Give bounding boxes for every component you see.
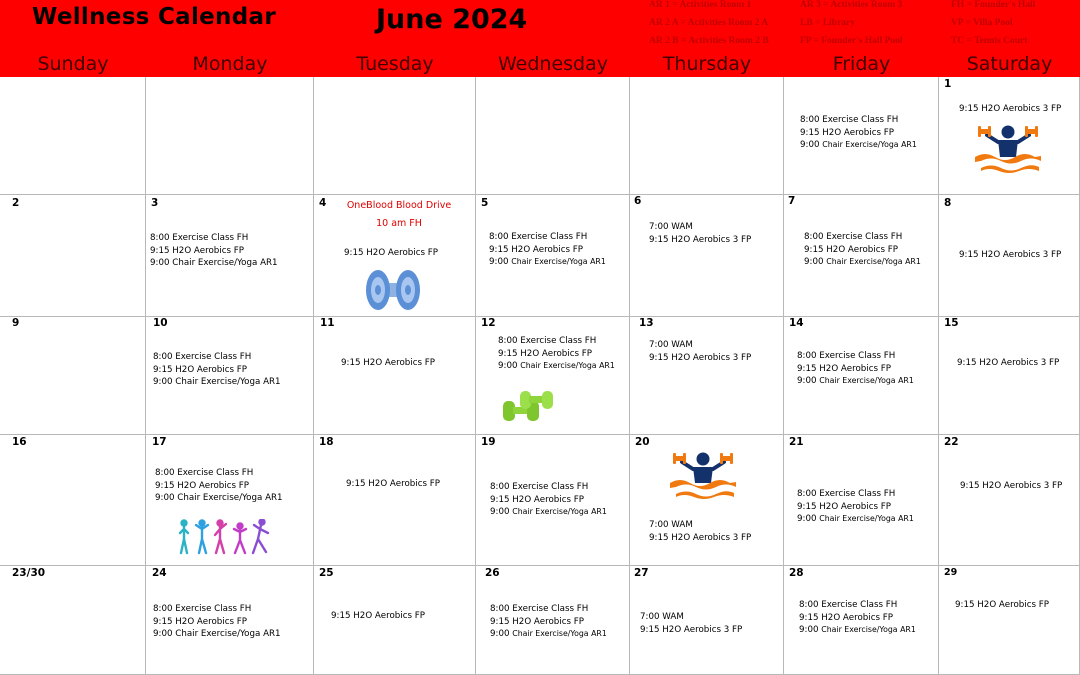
day-number: 27	[634, 567, 649, 579]
water-float-icon	[364, 267, 422, 313]
weekday-friday: Friday	[832, 53, 891, 75]
day-number: 26	[485, 567, 500, 579]
event-aerobics: 9:15 H2O Aerobics FP	[153, 616, 247, 627]
day-cell-17[interactable]	[146, 435, 314, 566]
dumbbells-icon	[500, 387, 556, 427]
legend-column-3	[951, 0, 1035, 50]
day-number: 6	[634, 195, 642, 207]
event-exercise: 8:00 Exercise Class FH	[800, 115, 899, 125]
event-wam: 7:00 WAM	[649, 340, 693, 350]
event-exercise: 8:00 Exercise Class FH	[797, 489, 896, 499]
legend-item: FP = Founder's Hall Pool	[800, 36, 903, 46]
day-number: 28	[789, 567, 804, 579]
day-cell-28[interactable]	[784, 566, 939, 675]
event-chair-yoga	[797, 375, 914, 388]
day-number: 22	[944, 436, 959, 448]
event-chair-yoga	[150, 257, 278, 270]
event-time: 9:00	[804, 257, 827, 268]
event-chair-label: Chair Exercise/Yoga AR1	[172, 258, 278, 269]
day-cell-empty	[0, 77, 146, 195]
swimmer-icon	[973, 123, 1043, 181]
event-exercise: 8:00 Exercise Class FH	[489, 232, 588, 242]
day-number: 14	[789, 317, 804, 329]
day-cell-empty	[784, 77, 939, 195]
weekday-wednesday: Wednesday	[497, 53, 608, 75]
event-chair-label: Chair Exercise/Yoga AR1	[511, 257, 606, 267]
day-cell-22[interactable]	[939, 435, 1080, 566]
event-list	[490, 481, 607, 519]
event-wam: 7:00 WAM	[640, 612, 684, 622]
event-chair-label: Chair Exercise/Yoga AR1	[512, 629, 607, 639]
day-cell-11[interactable]	[314, 317, 476, 435]
weekday-tuesday: Tuesday	[356, 53, 434, 75]
event-time: 9:00	[153, 629, 176, 640]
event-time: 9:00	[797, 376, 820, 387]
event-list	[649, 519, 751, 544]
day-cell-14[interactable]	[784, 317, 939, 435]
day-cell-empty	[314, 77, 476, 195]
legend-item: FH = Founder's Hall	[951, 0, 1036, 10]
event-chair-label: Chair Exercise/Yoga AR1	[819, 514, 914, 524]
day-cell-16[interactable]	[0, 435, 146, 566]
day-cell-5[interactable]	[476, 195, 630, 317]
event-time: 9:00	[489, 257, 512, 268]
event-list	[797, 488, 914, 526]
day-cell-29[interactable]	[939, 566, 1080, 675]
event-list	[804, 231, 921, 269]
day-cell-empty	[476, 77, 630, 195]
legend-item: AR 2 A = Activities Room 2 A	[649, 18, 769, 28]
day-cell-27[interactable]	[630, 566, 784, 675]
day-cell-25[interactable]	[314, 566, 476, 675]
event-list	[649, 221, 751, 246]
day-cell-empty	[630, 77, 784, 195]
event-time: 9:00	[799, 625, 822, 636]
day-number: 20	[635, 436, 650, 448]
event-chair-yoga	[489, 256, 606, 269]
weekday-saturday: Saturday	[966, 53, 1053, 75]
day-cell-3[interactable]	[146, 195, 314, 317]
event-exercise: 8:00 Exercise Class FH	[155, 468, 254, 478]
day-cell-18[interactable]	[314, 435, 476, 566]
special-event-time: 10 am FH	[376, 218, 422, 229]
legend-item: TC = Tennis Court	[951, 36, 1028, 46]
event-aerobics: 9:15 H2O Aerobics FP	[346, 479, 440, 489]
event-chair-label: Chair Exercise/Yoga AR1	[175, 377, 281, 388]
event-chair-label: Chair Exercise/Yoga AR1	[822, 140, 917, 150]
event-chair-label: Chair Exercise/Yoga AR1	[512, 507, 607, 517]
month-title: June 2024	[376, 4, 528, 35]
event-chair-yoga	[804, 256, 921, 269]
event-aerobics: 9:15 H2O Aerobics 3 FP	[960, 481, 1063, 491]
weekday-thursday: Thursday	[662, 53, 752, 75]
event-list	[153, 603, 281, 641]
event-aerobics: 9:15 H2O Aerobics 3 FP	[649, 234, 752, 245]
day-number: 19	[481, 436, 496, 448]
day-cell-1[interactable]	[939, 77, 1080, 195]
event-time: 9:00	[490, 629, 513, 640]
day-number: 13	[639, 317, 654, 329]
event-list	[489, 231, 606, 269]
event-time: 9:00	[498, 361, 521, 372]
day-number: 24	[152, 567, 167, 579]
day-cell-8[interactable]	[939, 195, 1080, 317]
event-list	[155, 467, 283, 505]
event-aerobics: 9:15 H2O Aerobics FP	[490, 616, 584, 627]
event-aerobics: 9:15 H2O Aerobics FP	[153, 364, 247, 375]
day-number: 10	[153, 317, 168, 329]
day-cell-empty	[146, 77, 314, 195]
event-time: 9:00	[800, 140, 823, 151]
day-number: 7	[788, 195, 796, 207]
event-aerobics: 9:15 H2O Aerobics FP	[498, 348, 592, 359]
calendar-title: Wellness Calendar	[32, 4, 276, 30]
event-chair-yoga	[490, 628, 607, 641]
event-time: 9:00	[155, 493, 178, 504]
special-event	[314, 197, 476, 233]
day-number: 9	[12, 317, 20, 329]
event-chair-label: Chair Exercise/Yoga AR1	[177, 493, 283, 504]
event-aerobics: 9:15 H2O Aerobics FP	[331, 611, 425, 621]
event-aerobics: 9:15 H2O Aerobics 3 FP	[959, 250, 1062, 260]
event-chair-yoga	[799, 624, 916, 637]
swimmer-icon	[668, 451, 738, 503]
event-list	[797, 350, 914, 388]
day-cell-7[interactable]	[784, 195, 939, 317]
event-exercise: 8:00 Exercise Class FH	[490, 482, 589, 492]
exercise-figures-icon	[178, 519, 274, 555]
day-cell-12[interactable]	[476, 317, 630, 435]
calendar-grid	[0, 77, 1080, 675]
event-aerobics: 9:15 H2O Aerobics 3 FP	[959, 104, 1062, 114]
event-aerobics: 9:15 H2O Aerobics FP	[489, 244, 583, 255]
event-chair-yoga	[155, 492, 283, 505]
weekday-sunday: Sunday	[37, 53, 109, 75]
day-number: 1	[944, 78, 952, 90]
event-exercise: 8:00 Exercise Class FH	[804, 232, 903, 242]
day-cell-21[interactable]	[784, 435, 939, 566]
event-exercise: 8:00 Exercise Class FH	[797, 351, 896, 361]
event-aerobics: 9:15 H2O Aerobics 3 FP	[649, 352, 752, 363]
day-number: 4	[319, 197, 327, 209]
day-number: 15	[944, 317, 959, 329]
event-list	[498, 335, 615, 373]
event-list	[640, 611, 742, 636]
event-aerobics: 9:15 H2O Aerobics FP	[955, 600, 1049, 610]
event-time: 9:00	[490, 507, 513, 518]
day-cell-10[interactable]	[146, 317, 314, 435]
event-aerobics: 9:15 H2O Aerobics FP	[797, 501, 891, 512]
day-cell-19[interactable]	[476, 435, 630, 566]
event-exercise: 8:00 Exercise Class FH	[153, 352, 252, 362]
event-list	[799, 599, 916, 637]
day-cell-15[interactable]	[939, 317, 1080, 435]
event-aerobics: 9:15 H2O Aerobics FP	[344, 248, 438, 258]
event-exercise: 8:00 Exercise Class FH	[153, 604, 252, 614]
day-cell-13[interactable]	[630, 317, 784, 435]
day-number: 29	[944, 567, 958, 578]
event-aerobics: 9:15 H2O Aerobics 3 FP	[649, 532, 752, 543]
event-exercise: 8:00 Exercise Class FH	[799, 600, 898, 610]
legend-item: LB = Library	[800, 18, 856, 28]
legend-item: AR 1 = Activities Room 1	[649, 0, 752, 10]
day-number: 3	[151, 197, 159, 209]
event-aerobics: 9:15 H2O Aerobics 3 FP	[640, 624, 743, 635]
event-wam: 7:00 WAM	[649, 520, 693, 530]
event-chair-yoga	[797, 513, 914, 526]
event-exercise: 8:00 Exercise Class FH	[490, 604, 589, 614]
day-number: 18	[319, 436, 334, 448]
legend-item: AR 2 B = Activities Room 2 B	[649, 36, 769, 46]
day-number: 11	[320, 317, 335, 329]
event-chair-yoga	[153, 376, 281, 389]
event-list	[800, 114, 917, 152]
day-number: 5	[481, 197, 489, 209]
event-aerobics: 9:15 H2O Aerobics FP	[155, 480, 249, 491]
event-list	[153, 351, 281, 389]
event-wam: 7:00 WAM	[649, 222, 693, 232]
day-cell-2[interactable]	[0, 195, 146, 317]
legend-column-2	[800, 0, 903, 50]
event-list	[649, 339, 751, 364]
event-aerobics: 9:15 H2O Aerobics FP	[150, 245, 244, 256]
event-chair-label: Chair Exercise/Yoga AR1	[520, 361, 615, 371]
event-list	[490, 603, 607, 641]
event-aerobics: 9:15 H2O Aerobics 3 FP	[957, 358, 1060, 368]
event-time: 9:00	[153, 377, 176, 388]
day-number: 17	[152, 436, 167, 448]
event-aerobics: 9:15 H2O Aerobics FP	[799, 612, 893, 623]
event-aerobics: 9:15 H2O Aerobics FP	[797, 363, 891, 374]
day-number: 12	[481, 317, 496, 329]
event-time: 9:00	[150, 258, 173, 269]
legend-item: AR 3 = Activities Room 3	[800, 0, 903, 10]
event-list	[150, 232, 278, 270]
day-number: 2	[12, 197, 20, 209]
day-cell-23-30[interactable]	[0, 566, 146, 675]
special-event-title: OneBlood Blood Drive	[346, 200, 452, 211]
day-cell-4[interactable]	[314, 195, 476, 317]
day-number: 25	[319, 567, 334, 579]
day-number: 21	[789, 436, 804, 448]
event-aerobics: 9:15 H2O Aerobics FP	[804, 244, 898, 255]
day-cell-6[interactable]	[630, 195, 784, 317]
day-number: 8	[944, 197, 952, 209]
weekday-monday: Monday	[192, 53, 268, 75]
event-exercise: 8:00 Exercise Class FH	[498, 336, 597, 346]
event-chair-label: Chair Exercise/Yoga AR1	[826, 257, 921, 267]
event-chair-yoga	[490, 506, 607, 519]
event-aerobics: 9:15 H2O Aerobics FP	[800, 127, 894, 138]
event-chair-label: Chair Exercise/Yoga AR1	[175, 629, 281, 640]
calendar-header	[0, 0, 1080, 77]
day-number: 16	[12, 436, 27, 448]
event-chair-label: Chair Exercise/Yoga AR1	[819, 376, 914, 386]
event-aerobics: 9:15 H2O Aerobics FP	[490, 494, 584, 505]
event-chair-yoga	[498, 360, 615, 373]
event-exercise: 8:00 Exercise Class FH	[150, 233, 249, 243]
day-cell-26[interactable]	[476, 566, 630, 675]
day-cell-9[interactable]	[0, 317, 146, 435]
day-number: 23/30	[12, 567, 46, 579]
event-chair-label: Chair Exercise/Yoga AR1	[821, 625, 916, 635]
event-aerobics: 9:15 H2O Aerobics FP	[341, 358, 435, 368]
legend-column-1	[649, 0, 769, 50]
event-chair-yoga	[153, 628, 281, 641]
day-cell-20[interactable]	[630, 435, 784, 566]
event-time: 9:00	[797, 514, 820, 525]
event-chair-yoga	[800, 139, 917, 152]
day-cell-24[interactable]	[146, 566, 314, 675]
legend-item: VP = Villa Pool	[951, 18, 1013, 28]
